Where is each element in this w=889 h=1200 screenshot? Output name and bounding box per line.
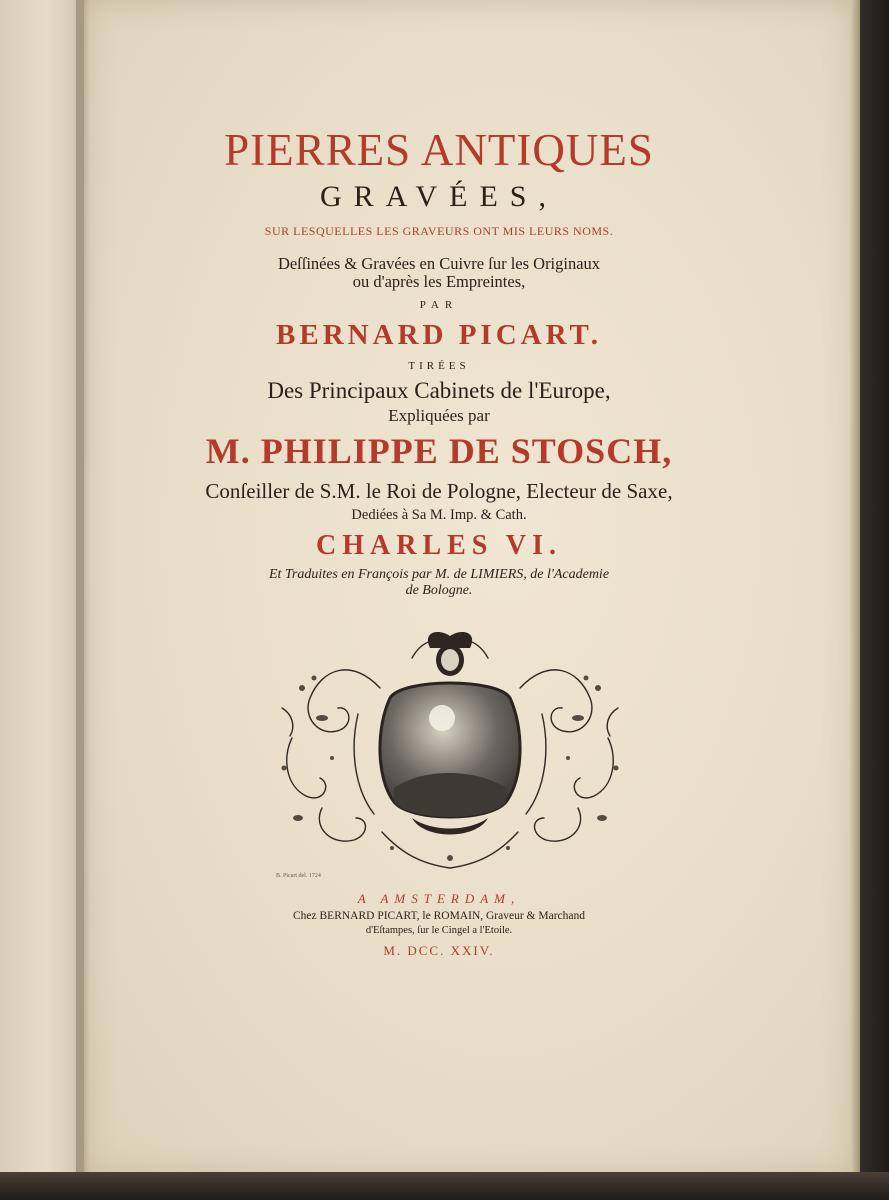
page-fore-edge bbox=[850, 0, 860, 1176]
imprint-publisher: Chez BERNARD PICART, le ROMAIN, Graveur & Marchand bbox=[293, 910, 585, 922]
engraved-cartouche-vignette bbox=[262, 618, 638, 878]
title-line-2: GRAVÉES, bbox=[320, 180, 558, 213]
dedicatee-name: CHARLES VI. bbox=[316, 530, 562, 561]
vignette-credit: B. Picart del. 1724 bbox=[276, 873, 321, 879]
book-bottom-edge bbox=[0, 1172, 889, 1200]
translation-line-1: Et Traduites en François par M. de LIMIERS, de l'Academie bbox=[268, 567, 610, 582]
description-line-1: Deſſinées & Gravées en Cuivre ſur les Originaux bbox=[277, 254, 601, 273]
tirees-label: TIRÉES bbox=[408, 360, 470, 372]
explainer-name: M. PHILIPPE DE STOSCH, bbox=[205, 431, 673, 471]
cabinets-line: Des Principaux Cabinets de l'Europe, bbox=[267, 378, 611, 403]
imprint-year: M. DCC. XXIV. bbox=[383, 943, 495, 958]
imprint-city: A AMSTERDAM, bbox=[357, 891, 521, 906]
translation-line-2: de Bologne. bbox=[405, 583, 473, 598]
subtitle: SUR LESQUELLES LES GRAVEURS ONT MIS LEURS NOMS. bbox=[264, 224, 614, 238]
explainer-title: Conſeiller de S.M. le Roi de Pologne, Electeur de Saxe, bbox=[205, 479, 673, 503]
expliquees-line: Expliquées par bbox=[388, 406, 490, 425]
by-label: PAR bbox=[419, 299, 459, 311]
author-name: BERNARD PICART. bbox=[276, 319, 602, 351]
title-line-1: PIERRES ANTIQUES bbox=[224, 125, 654, 175]
dedication-line: Dediées à Sa M. Imp. & Cath. bbox=[351, 507, 527, 523]
left-page-edge bbox=[0, 0, 85, 1196]
imprint-address: d'Eſtampes, ſur le Cingel a l'Etoile. bbox=[365, 925, 513, 936]
description-line-2: ou d'après les Empreintes, bbox=[352, 272, 526, 291]
